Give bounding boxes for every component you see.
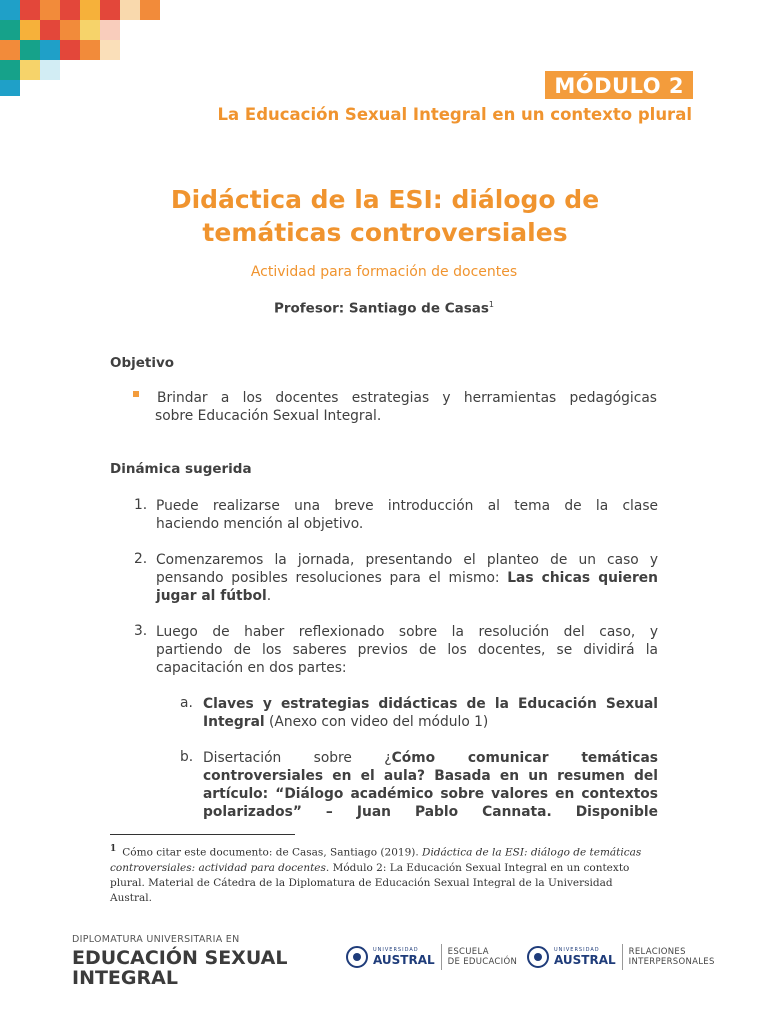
title-line-1: Didáctica de la ESI: diálogo de bbox=[170, 185, 600, 214]
logo2-university: UNIVERSIDAD bbox=[554, 947, 600, 953]
sub-b-bold-1: Cómo comunicar temáticas bbox=[391, 750, 658, 766]
item-2-line-2-text: pensando posibles resoluciones para el mismo: bbox=[156, 570, 500, 586]
austral-seal-icon bbox=[527, 946, 549, 968]
item-1-line-1: Puede realizarse una breve introducción al tema de la clase bbox=[156, 498, 658, 514]
module-subtitle: La Educación Sexual Integral en un contexto plural bbox=[217, 105, 692, 124]
diploma-line-1: EDUCACIÓN SEXUAL bbox=[72, 947, 288, 969]
dynamic-heading: Dinámica sugerida bbox=[110, 461, 252, 477]
objective-bullet-line-2: sobre Educación Sexual Integral. bbox=[155, 408, 382, 424]
objective-heading: Objetivo bbox=[110, 355, 175, 371]
footnote bbox=[110, 842, 650, 906]
bullet-square-icon bbox=[133, 391, 139, 397]
item-2-line-2 bbox=[156, 569, 658, 587]
sub-b-label: b. bbox=[180, 749, 194, 765]
austral-relations-logo bbox=[527, 944, 715, 970]
footnote-module: Módulo 2: La Educación Sexual Integral en un contexto bbox=[329, 861, 630, 874]
austral-seal-icon bbox=[346, 946, 368, 968]
item-3-line-2: partiendo de los saberes previos de los docentes, se dividirá la bbox=[156, 642, 658, 658]
footnote-divider bbox=[110, 834, 295, 835]
item-2-period: . bbox=[266, 588, 272, 604]
decorative-mosaic bbox=[0, 0, 170, 100]
footnote-line-1 bbox=[110, 842, 650, 861]
item-2-highlight-b: jugar al fútbol bbox=[156, 588, 267, 604]
logo2-dept-1: RELACIONES bbox=[628, 947, 686, 957]
objective-bullet-line-1: Brindar a los docentes estrategias y herramientas pedagógicas bbox=[157, 390, 657, 406]
activity-subtitle: Actividad para formación de docentes bbox=[250, 264, 518, 280]
logo2-separator bbox=[622, 944, 623, 970]
logo1-name: AUSTRAL bbox=[373, 953, 435, 967]
sub-a-line-2 bbox=[203, 713, 658, 731]
logo1-dept-2: DE EDUCACIÓN bbox=[447, 957, 518, 967]
document-title bbox=[100, 183, 670, 249]
item-1-number: 1. bbox=[134, 497, 148, 513]
item-2-highlight-a: Las chicas quieren bbox=[507, 570, 658, 586]
footnote-cite: Cómo citar este documento: de Casas, Santiago (2019). bbox=[122, 846, 423, 859]
logo2-name: AUSTRAL bbox=[554, 953, 616, 967]
professor-line bbox=[0, 300, 768, 317]
diploma-small-text: DIPLOMATURA UNIVERSITARIA EN bbox=[72, 934, 240, 945]
sub-b-line-3: artículo: “Diálogo académico sobre valores en contextos bbox=[203, 786, 658, 802]
item-2-number: 2. bbox=[134, 551, 148, 567]
diploma-line-2: INTEGRAL bbox=[72, 967, 178, 989]
item-3-number: 3. bbox=[134, 623, 148, 639]
sub-b-intro: Disertación sobre ¿ bbox=[203, 750, 392, 766]
item-1-line-2: haciendo mención al objetivo. bbox=[156, 516, 364, 532]
sub-b-line-4: polarizados” – Juan Pablo Cannata. Disponible bbox=[203, 804, 658, 820]
title-line-2: temáticas controversiales bbox=[202, 218, 568, 247]
footnote-number: 1 bbox=[110, 844, 117, 854]
footnote-line-2 bbox=[110, 861, 650, 876]
footnote-title-a: Didáctica de la ESI: diálogo de temáticas bbox=[422, 846, 642, 859]
footnote-line-3: plural. Material de Cátedra de la Diplomatura de Educación Sexual Integral de la Universidad bbox=[110, 876, 613, 889]
sub-a-line-1: Claves y estrategias didácticas de la Educación Sexual bbox=[203, 696, 658, 712]
logo1-separator bbox=[441, 944, 442, 970]
logo1-dept-1: ESCUELA bbox=[447, 947, 489, 957]
item-3-line-3: capacitación en dos partes: bbox=[156, 660, 347, 676]
footnote-line-4: Austral. bbox=[110, 891, 152, 904]
logo2-dept-2: INTERPERSONALES bbox=[628, 957, 715, 967]
professor-name: Profesor: Santiago de Casas bbox=[273, 300, 489, 317]
logo1-university: UNIVERSIDAD bbox=[373, 947, 419, 953]
item-3-line-1: Luego de haber reflexionado sobre la resolución del caso, y bbox=[156, 624, 658, 640]
item-2-line-1: Comenzaremos la jornada, presentando el planteo de un caso y bbox=[156, 552, 658, 568]
sub-a-label: a. bbox=[180, 695, 193, 711]
item-2-line-3 bbox=[156, 587, 658, 605]
austral-education-logo bbox=[346, 944, 517, 970]
diploma-logo bbox=[72, 934, 287, 988]
sub-a-note: (Anexo con video del módulo 1) bbox=[264, 714, 489, 730]
sub-a-bold: Integral bbox=[203, 714, 265, 730]
footnote-ref[interactable]: 1 bbox=[488, 300, 494, 309]
module-badge: MÓDULO 2 bbox=[545, 71, 693, 99]
footnote-title-b: controversiales: actividad para docentes. bbox=[110, 861, 330, 874]
sub-b-line-1 bbox=[203, 749, 658, 767]
sub-b-line-2: controversiales en el aula? Basada en un resumen del bbox=[203, 768, 658, 784]
